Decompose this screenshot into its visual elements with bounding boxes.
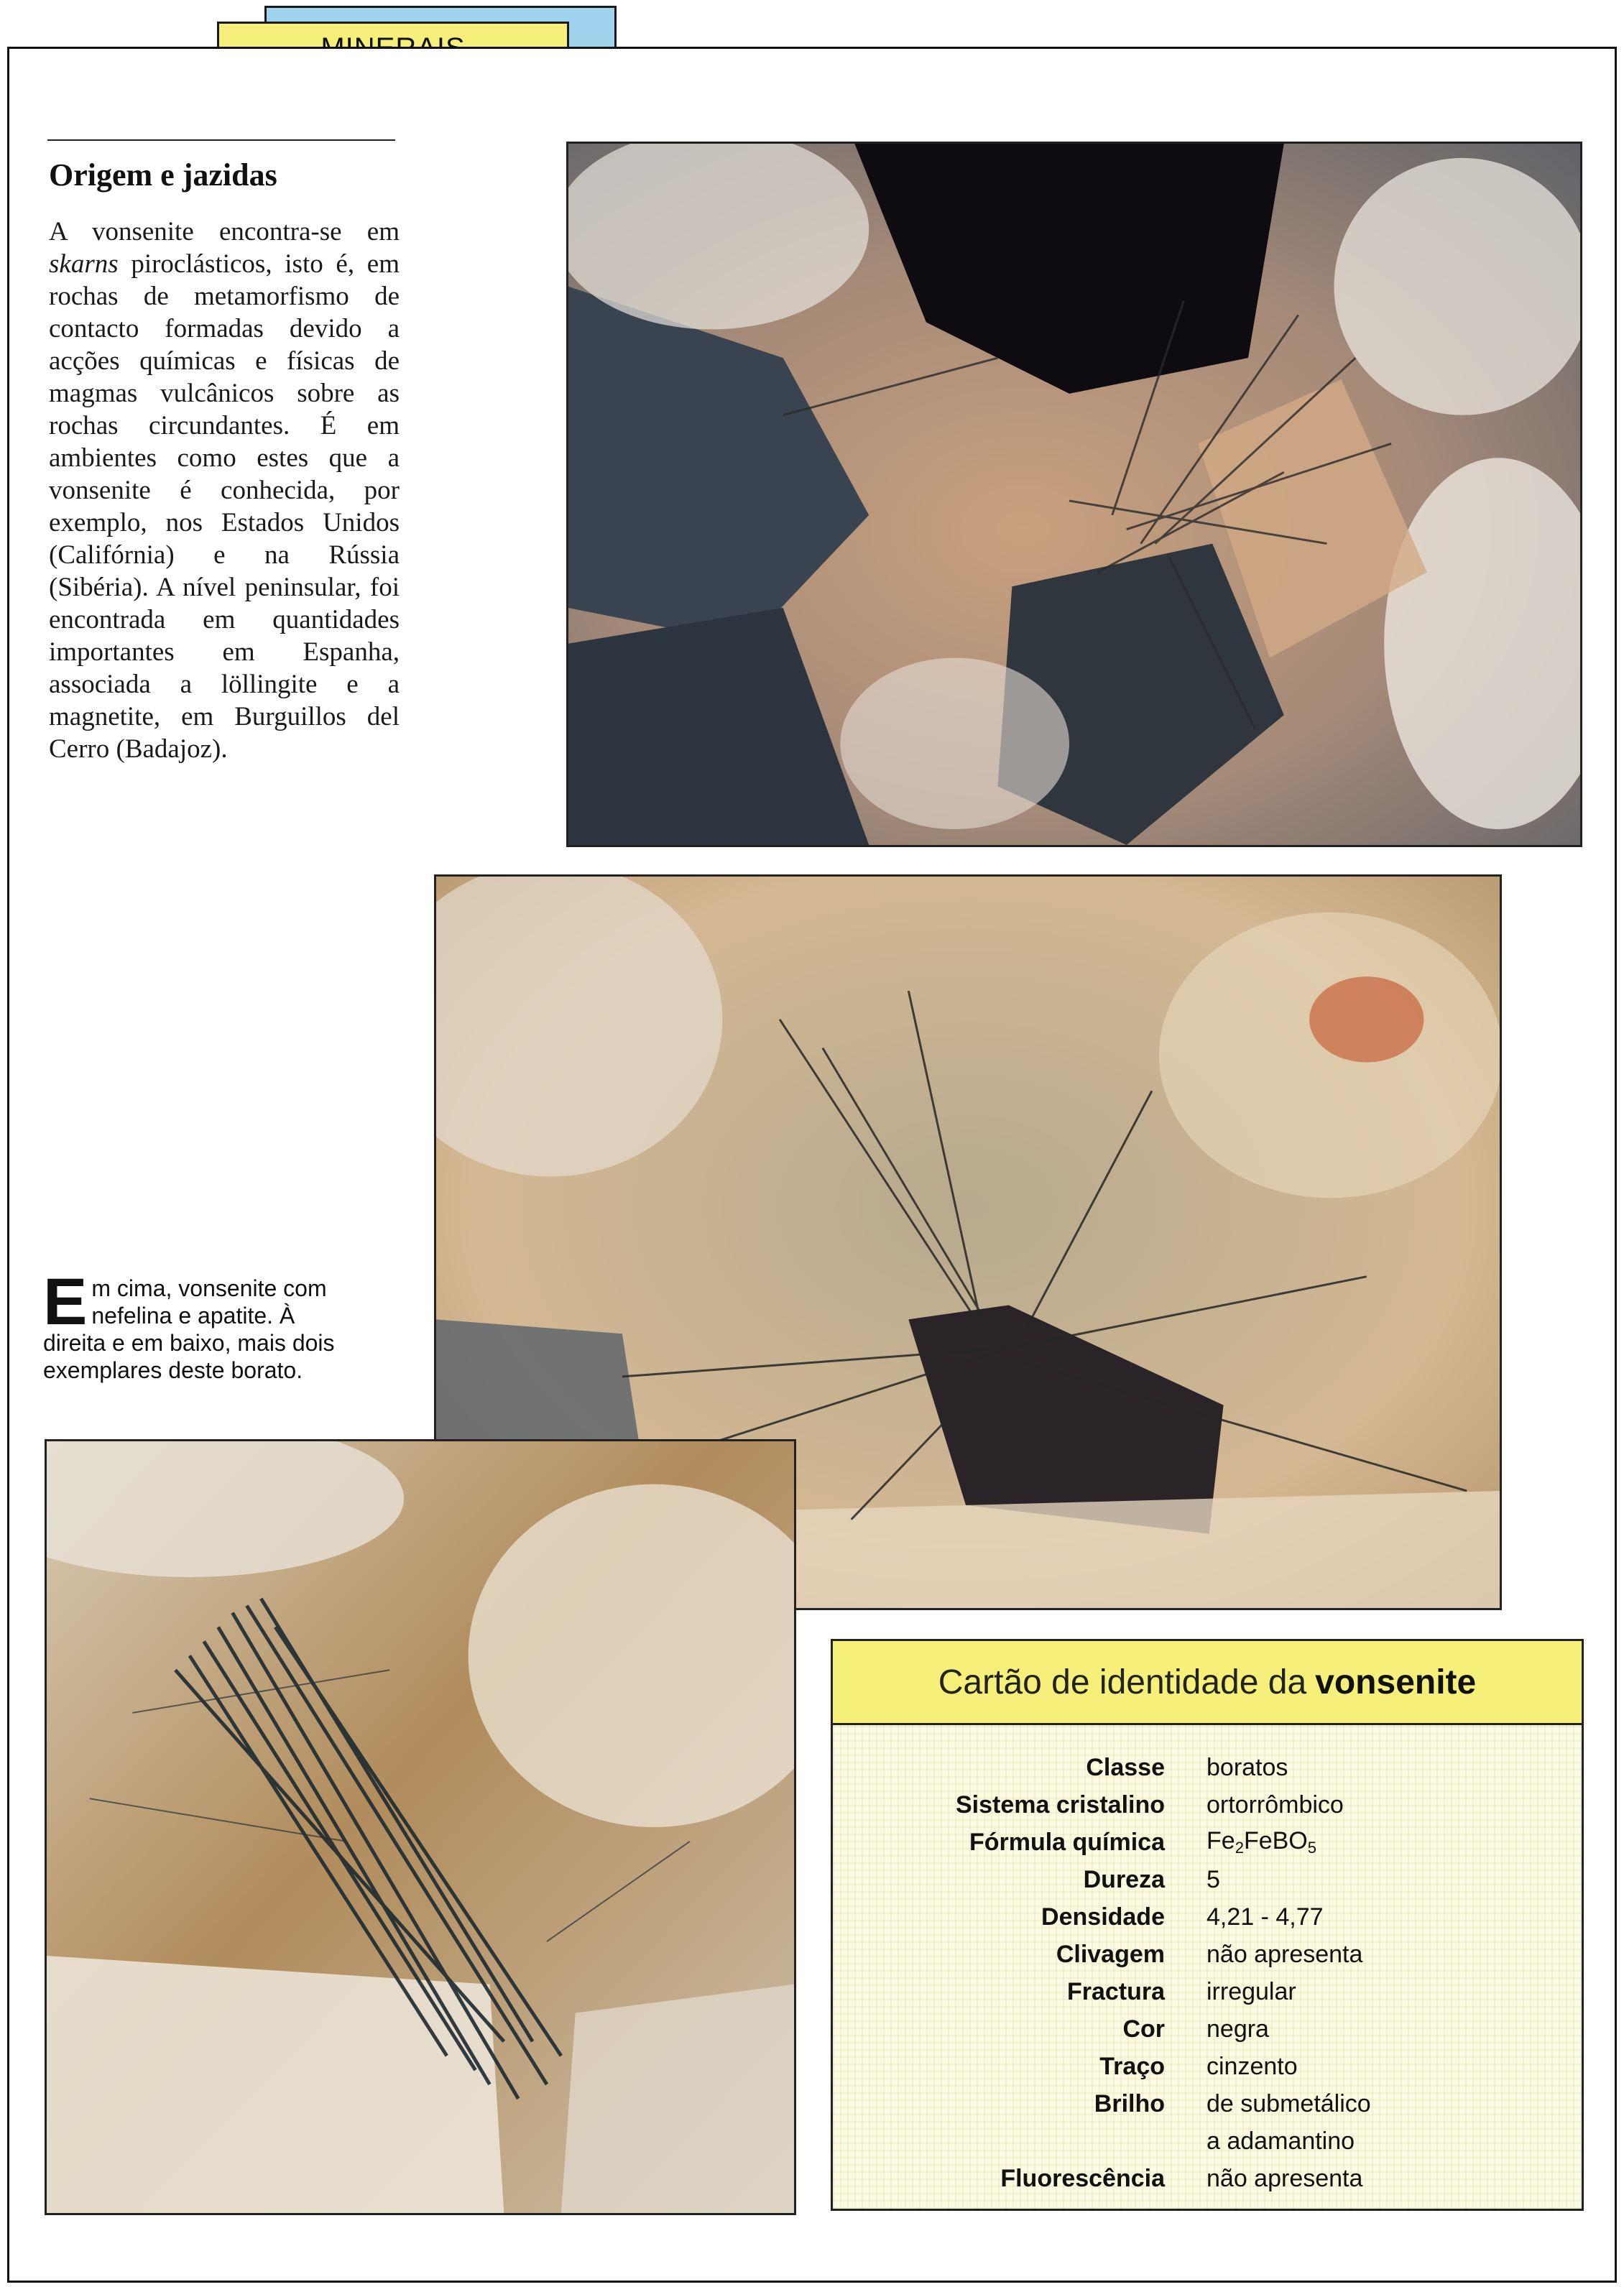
photo-vonsenite-needles-below	[45, 1439, 796, 2215]
formula-subscript: 5	[1307, 1839, 1316, 1857]
card-row-sistema-cristalino	[833, 1786, 1582, 1824]
card-key: Brilho	[1094, 2089, 1165, 2117]
card-key: Fractura	[1066, 1977, 1165, 2005]
card-value-formula	[1207, 1827, 1316, 1857]
card-key: Classe	[1086, 1753, 1165, 1781]
card-row-fluorescencia	[833, 2160, 1582, 2197]
formula-part: FeBO	[1243, 1827, 1308, 1854]
origin-text-start: A vonsenite encontra-se em	[49, 217, 400, 246]
card-value: a adamantino	[1207, 2127, 1355, 2155]
card-value: ortorrômbico	[1207, 1791, 1344, 1819]
card-row-brilho	[833, 2085, 1582, 2122]
card-value: cinzento	[1207, 2052, 1298, 2080]
card-key: Traço	[1099, 2052, 1165, 2080]
formula-part: Fe	[1207, 1827, 1235, 1854]
origin-title: Origem e jazidas	[49, 157, 277, 193]
card-key: Dureza	[1083, 1865, 1165, 1893]
card-value: não apresenta	[1207, 1940, 1363, 1968]
card-key: Sistema cristalino	[955, 1791, 1165, 1819]
card-key: Fórmula química	[969, 1828, 1165, 1856]
origin-text-italic: skarns	[49, 249, 119, 279]
photo-vonsenite-nepheline-apatite	[566, 142, 1582, 847]
identity-card-table	[833, 1749, 1582, 2197]
origin-text-end: piroclásticos, isto é, em rochas de metamorfismo de contacto formadas devido a acções químicas e físicas de magmas vulcânicos sobre as rochas circundantes. É em ambientes como estes que a vonsenite é conhecida, por exemplo, nos Estados Unidos (Califórnia) e na Rússia (Sibéria). A nível peninsular, foi encontrada em quantidades importantes em Espanha, associada a löllingite e a magnetite, em Burguillos del Cerro (Badajoz).	[49, 249, 400, 764]
formula-subscript: 2	[1235, 1839, 1244, 1857]
card-value: 5	[1207, 1865, 1220, 1893]
card-row-densidade	[833, 1898, 1582, 1936]
card-row-traco	[833, 2048, 1582, 2085]
card-key: Clivagem	[1056, 1940, 1165, 1968]
identity-card-title	[833, 1641, 1582, 1725]
photo-caption	[43, 1265, 352, 1384]
identity-card-title-mineral: vonsenite	[1315, 1663, 1477, 1701]
caption-text: m cima, vonsenite com nefelina e apatite. À direita e em baixo, mais dois exemplares deste borato.	[43, 1275, 335, 1383]
card-row-brilho-continued	[833, 2122, 1582, 2160]
title-rule	[47, 139, 395, 141]
card-row-clivagem	[833, 1936, 1582, 1973]
card-value: 4,21 - 4,77	[1207, 1903, 1324, 1931]
card-row-dureza	[833, 1861, 1582, 1898]
card-key: Densidade	[1041, 1903, 1165, 1931]
card-value: de submetálico	[1207, 2089, 1371, 2117]
card-value: irregular	[1207, 1977, 1296, 2005]
card-row-fractura	[833, 1973, 1582, 2010]
card-row-formula-quimica	[833, 1824, 1582, 1861]
card-value: boratos	[1207, 1753, 1288, 1781]
origin-paragraph	[49, 216, 400, 765]
caption-dropcap: E	[43, 1265, 88, 1339]
card-value: negra	[1207, 2015, 1269, 2043]
identity-card-title-prefix: Cartão de identidade da	[938, 1663, 1307, 1701]
mineral-identity-card	[831, 1639, 1584, 2211]
card-row-classe	[833, 1749, 1582, 1786]
card-key: Cor	[1122, 2015, 1165, 2043]
card-key: Fluorescência	[1000, 2164, 1165, 2192]
card-row-cor	[833, 2010, 1582, 2048]
card-value: não apresenta	[1207, 2164, 1363, 2192]
